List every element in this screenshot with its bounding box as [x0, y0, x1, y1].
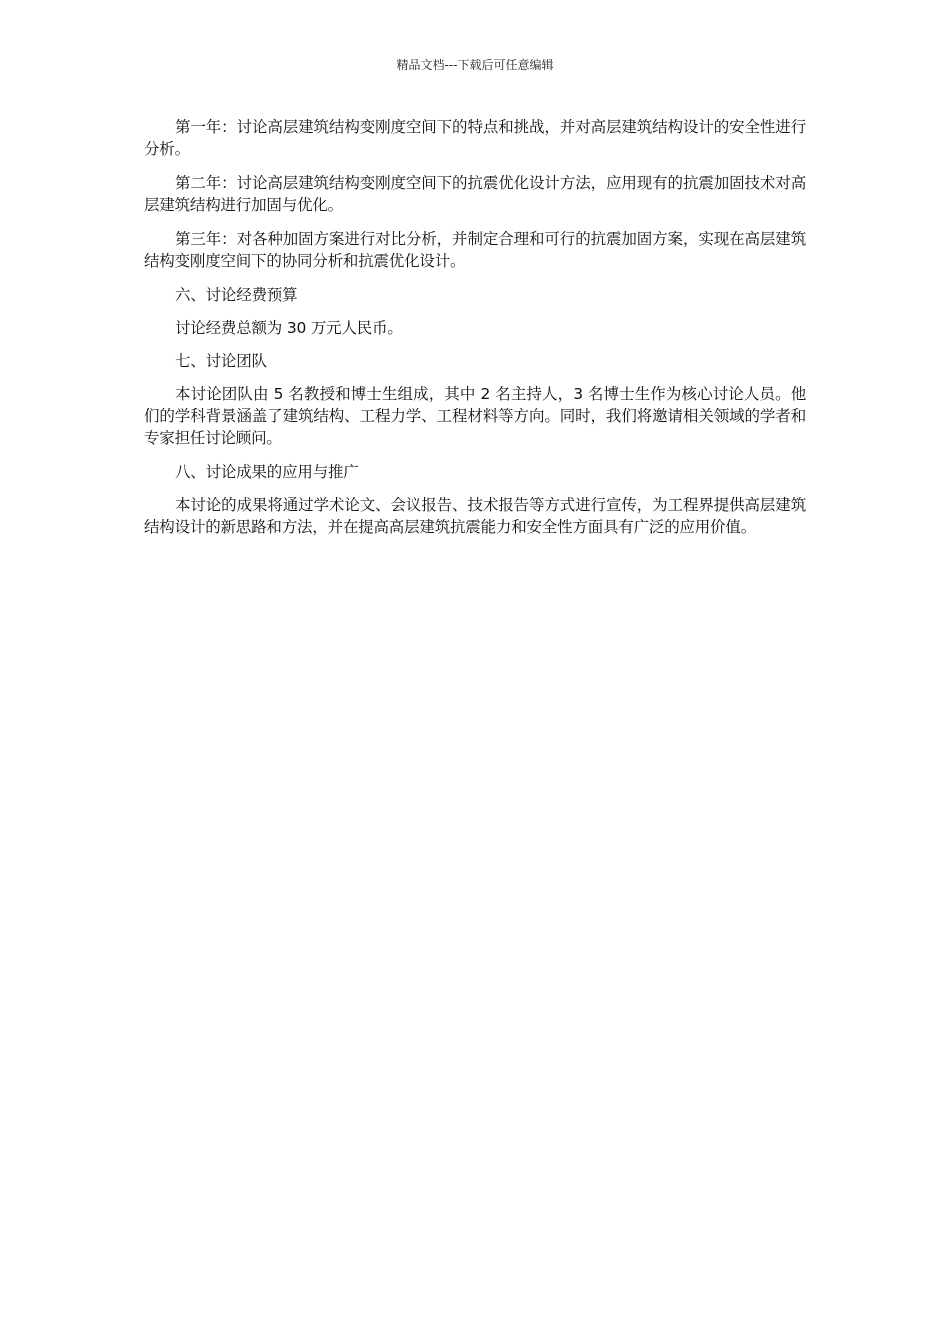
document-body [144, 116, 806, 550]
paragraph-year-three: 第三年：对各种加固方案进行对比分析，并制定合理和可行的抗震加固方案，实现在高层建筑结构变刚度空间下的协同分析和抗震优化设计。 [144, 230, 806, 270]
section-heading-budget: 六、讨论经费预算 [175, 286, 298, 304]
paragraph-budget: 讨论经费总额为 30 万元人民币。 [175, 319, 403, 337]
paragraph-application: 本讨论的成果将通过学术论文、会议报告、技术报告等方式进行宣传，为工程界提供高层建筑结构设计的新思路和方法，并在提高高层建筑抗震能力和安全性方面具有广泛的应用价值。 [144, 496, 806, 536]
paragraph-year-one: 第一年：讨论高层建筑结构变刚度空间下的特点和挑战，并对高层建筑结构设计的安全性进行分析。 [144, 118, 806, 158]
paragraph-year-two: 第二年：讨论高层建筑结构变刚度空间下的抗震优化设计方法，应用现有的抗震加固技术对高层建筑结构进行加固与优化。 [144, 174, 806, 214]
section-heading-team: 七、讨论团队 [175, 352, 267, 370]
page-header: 精品文档---下载后可任意编辑 [396, 58, 554, 72]
paragraph-team: 本讨论团队由 5 名教授和博士生组成，其中 2 名主持人，3 名博士生作为核心讨论人员。他们的学科背景涵盖了建筑结构、工程力学、工程材料等方向。同时，我们将邀请相关领域的学者和专家担任讨论顾问。 [144, 385, 806, 447]
section-heading-application: 八、讨论成果的应用与推广 [175, 463, 359, 481]
